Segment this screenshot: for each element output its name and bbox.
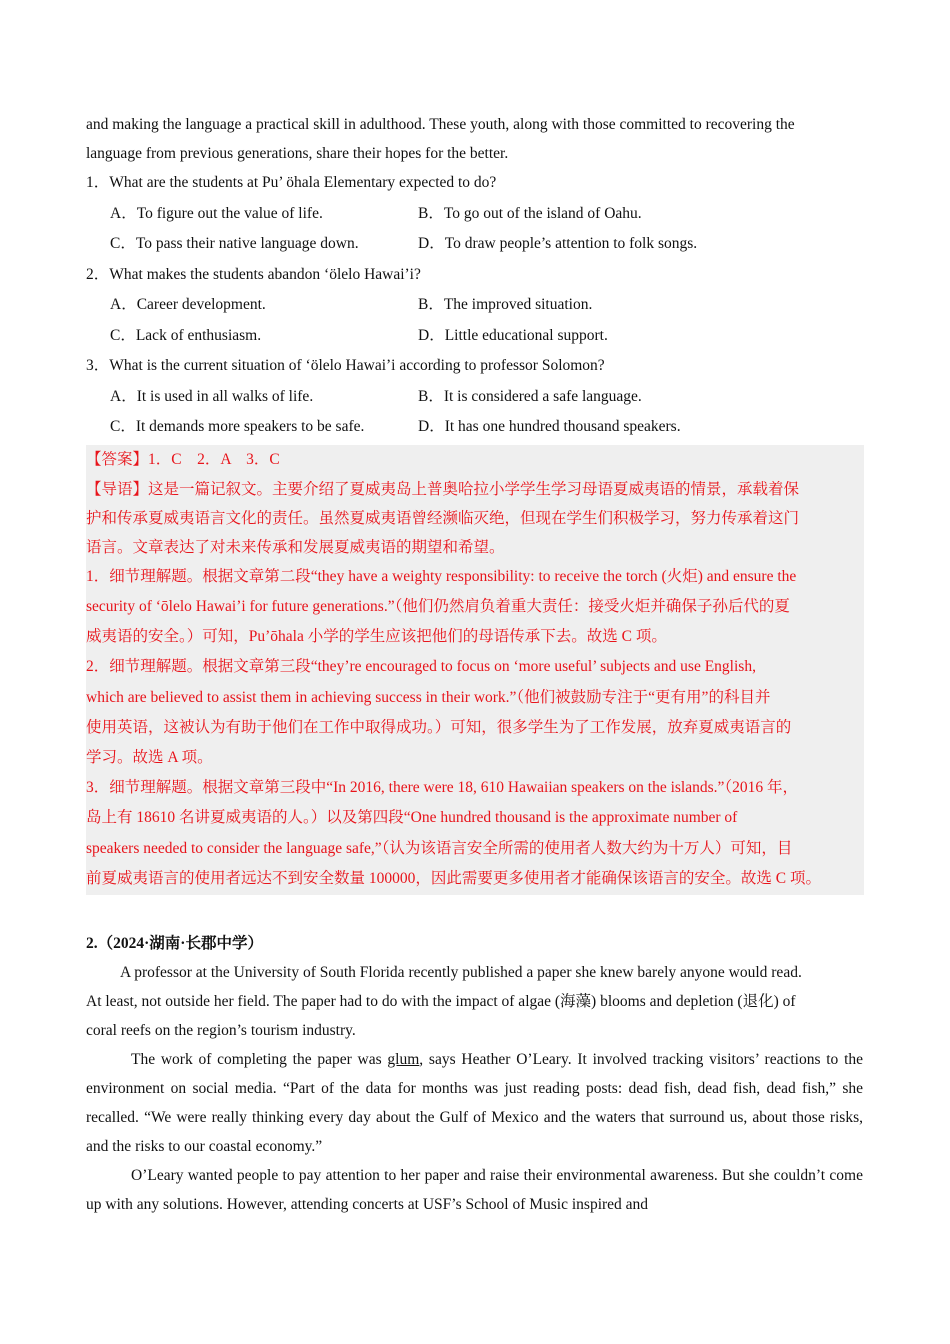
page-content bbox=[86, 110, 863, 1219]
passage-text: , says Heather O’Leary. It involved tracking visitors’ reactions to the environment on social media. “Part of the data for months was just reading posts: dead fish, dead fish, dead fish,” she recalled. “We were really thinking every day about the Gulf of Mexico and the waters that surround us, about those risks, and the risks to our coastal economy.” bbox=[86, 1050, 864, 1155]
answer-explanation-box bbox=[86, 445, 864, 895]
option-row bbox=[86, 199, 863, 230]
explanation-line: speakers needed to consider the language safe,”（认为该语言安全所需的使用者人数大约为十万人）可知，目 bbox=[86, 839, 793, 857]
option-d: D．It has one hundred thousand speakers. bbox=[418, 418, 681, 435]
question-stem: 1．What are the students at Pu’ öhala Elementary expected to do? bbox=[86, 174, 497, 191]
passage-paragraph-3: O’Leary wanted people to pay attention to her paper and raise their environmental awareness. But she couldn’t come up with any solutions. However, attending concerts at USF’s School of Music inspired and bbox=[86, 1166, 863, 1213]
question-2 bbox=[86, 260, 863, 352]
passage-line: A professor at the University of South Florida recently published a paper she knew barely anyone would read. bbox=[120, 963, 802, 981]
option-row bbox=[86, 290, 863, 321]
answer-key: 【答案】1．C 2．A 3．C bbox=[86, 450, 280, 468]
intro-line: language from previous generations, share their hopes for the better. bbox=[86, 145, 509, 162]
option-c: C．It demands more speakers to be safe. bbox=[110, 418, 365, 435]
guide-line: 护和传承夏威夷语言文化的责任。虽然夏威夷语曾经濒临灭绝，但现在学生们积极学习，努力传承着这门 bbox=[86, 509, 800, 527]
option-b: B．To go out of the island of Oahu. bbox=[418, 204, 642, 222]
passage-paragraph-2 bbox=[86, 1045, 863, 1161]
explanation-line: 1．细节理解题。根据文章第二段“they have a weighty responsibility: to receive the torch (火炬) and ensure the bbox=[86, 567, 797, 585]
passage-line: At least, not outside her field. The paper had to do with the impact of algae (海藻) blooms and depletion (退化) of bbox=[86, 992, 796, 1010]
option-row bbox=[86, 229, 863, 260]
question-stem: 3．What is the current situation of ‘ölelo Hawai’i according to professor Solomon? bbox=[86, 357, 605, 374]
option-c: C．To pass their native language down. bbox=[110, 235, 359, 252]
question-stem: 2．What makes the students abandon ‘ölelo Hawai’i? bbox=[86, 265, 421, 283]
explanation-line: 学习。故选 A 项。 bbox=[86, 748, 213, 766]
underlined-word: glum bbox=[387, 1050, 420, 1068]
question-1 bbox=[86, 168, 863, 260]
explanation-line: 岛上有 18610 名讲夏威夷语的人。）以及第四段“One hundred thousand is the approximate number of bbox=[86, 809, 738, 827]
explanation-line: security of ‘ōlelo Hawai’i for future generations.”（他们仍然肩负着重大责任：接受火炬并确保子孙后代的夏 bbox=[86, 597, 790, 615]
explanation-line: 使用英语，这被认为有助于他们在工作中取得成功。）可知，很多学生为了工作发展，放弃夏威夷语言的 bbox=[86, 718, 792, 736]
question-3 bbox=[86, 351, 863, 443]
guide-line: 语言。文章表达了对未来传承和发展夏威夷语的期望和希望。 bbox=[86, 538, 505, 556]
option-row bbox=[86, 412, 863, 443]
option-row bbox=[86, 382, 863, 413]
guide-line: 【导语】这是一篇记叙文。主要介绍了夏威夷岛上普奥哈拉小学学生学习母语夏威夷语的情景，承载着保 bbox=[86, 480, 800, 498]
option-b: B．It is considered a safe language. bbox=[418, 387, 642, 405]
option-a: A．It is used in all walks of life. bbox=[110, 387, 314, 405]
option-d: D．To draw people’s attention to folk songs. bbox=[418, 235, 698, 252]
explanation-line: which are believed to assist them in achieving success in their work.”（他们被鼓励专注于“更有用”的科目并 bbox=[86, 688, 771, 706]
explanation-line: 威夷语的安全。）可知，Pu’ōhala 小学的学生应该把他们的母语传承下去。故选 C 项。 bbox=[86, 628, 667, 646]
explanation-line: 前夏威夷语言的使用者远达不到安全数量 100000，因此需要更多使用者才能确保该语言的安全。故选 C 项。 bbox=[86, 869, 821, 887]
option-a: A．Career development. bbox=[110, 296, 266, 313]
option-row bbox=[86, 321, 863, 352]
passage-line: coral reefs on the region’s tourism industry. bbox=[86, 1021, 356, 1039]
option-a: A．To figure out the value of life. bbox=[110, 204, 323, 222]
section-title: 2.（2024·湖南·长郡中学） bbox=[86, 934, 263, 952]
option-d: D．Little educational support. bbox=[418, 326, 608, 344]
option-b: B．The improved situation. bbox=[418, 296, 593, 313]
intro-line: and making the language a practical skill in adulthood. These youth, along with those committed to recovering the bbox=[86, 116, 795, 133]
explanation-line: 2．细节理解题。根据文章第三段“they’re encouraged to focus on ‘more useful’ subjects and use English, bbox=[86, 658, 756, 676]
passage-paragraph-1 bbox=[86, 958, 863, 1045]
explanation-line: 3．细节理解题。根据文章第三段中“In 2016, there were 18, 610 Hawaiian speakers on the islands.”（2016 年， bbox=[86, 779, 799, 797]
passage-text: The work of completing the paper was bbox=[131, 1050, 388, 1068]
option-c: C．Lack of enthusiasm. bbox=[110, 326, 262, 344]
